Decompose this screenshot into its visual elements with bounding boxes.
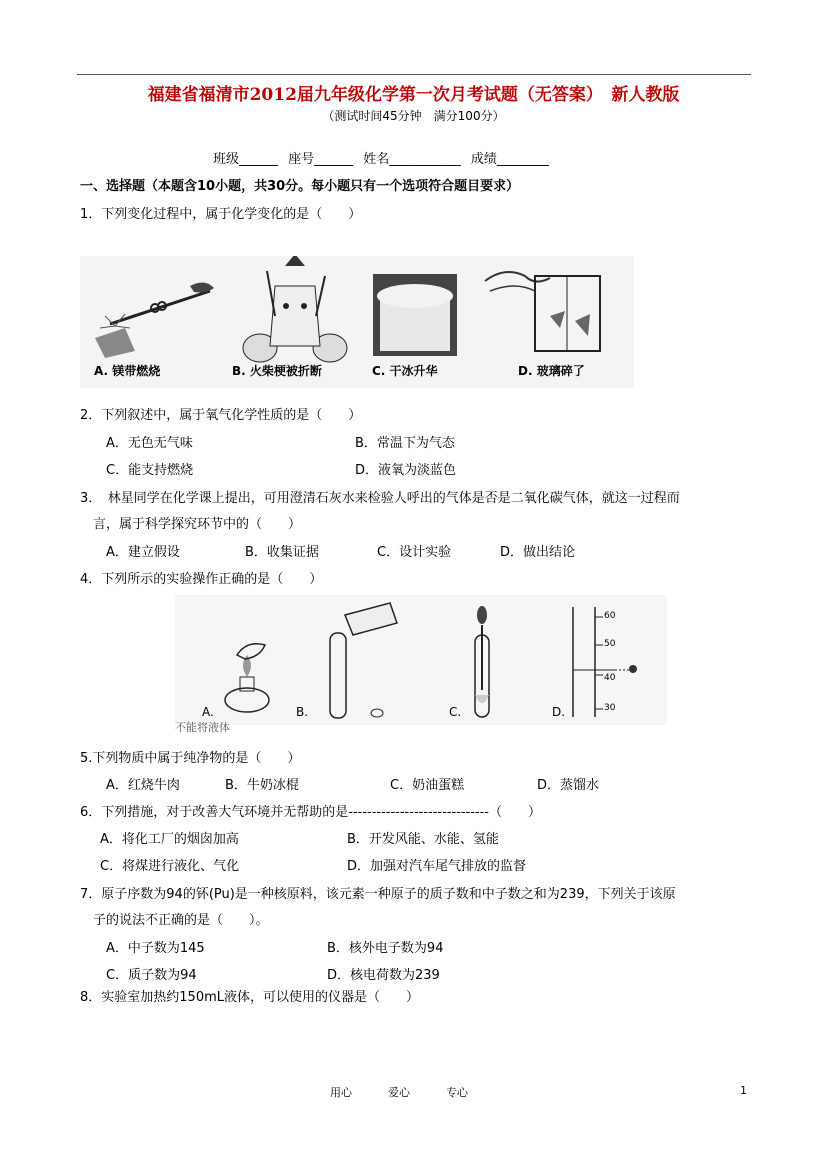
question-5-option-a[interactable]: A．红烧牛肉	[106, 778, 180, 793]
scale-30: 30	[604, 703, 616, 713]
q1-label-d: D. 玻璃碎了	[518, 364, 585, 378]
question-4-illustrations	[175, 595, 667, 725]
question-2-option-a[interactable]: A．无色无气味	[106, 436, 193, 451]
q4-label-a: A.	[202, 705, 214, 719]
page-title: 福建省福清市2012届九年级化学第一次月考试题（无答案） 新人教版	[147, 85, 680, 105]
section-heading: 一、选择题（本题含10小题，共30分。每小题只有一个选项符合题目要求）	[80, 179, 520, 194]
q1-label-a: A. 镁带燃烧	[94, 364, 161, 378]
q1-label-c: C. 干冰升华	[372, 364, 438, 378]
question-1-stem: 1．下列变化过程中，属于化学变化的是（ ）	[80, 207, 362, 222]
question-5-option-b[interactable]: B．牛奶冰棍	[225, 778, 299, 793]
footer-item-1: 用心	[330, 1086, 352, 1099]
student-info-line: 班级______ 座号______ 姓名___________ 成绩________	[213, 152, 549, 167]
question-6-stem: 6．下列措施，对于改善大气环境并无帮助的是------------------------------（ ）	[80, 805, 541, 820]
question-3-option-a[interactable]: A．建立假设	[106, 545, 180, 560]
dry-ice-illustration	[373, 274, 457, 356]
question-3-option-b[interactable]: B．收集证据	[245, 545, 319, 560]
q4-label-d: D.	[552, 705, 566, 719]
question-3-option-d[interactable]: D．做出结论	[500, 545, 576, 560]
question-3-option-c[interactable]: C．设计实验	[377, 545, 452, 560]
graduated-cylinder-illustration	[573, 607, 637, 717]
q1-label-b: B. 火柴梗被折断	[232, 364, 322, 378]
question-4-figure	[175, 595, 667, 734]
footer-item-2: 爱心	[388, 1086, 410, 1099]
question-2-option-b[interactable]: B．常温下为气态	[355, 436, 455, 451]
broken-glass-illustration	[485, 272, 600, 351]
question-6-option-a[interactable]: A．将化工厂的烟囱加高	[100, 832, 239, 847]
question-1-figure	[80, 256, 634, 388]
pouring-liquid-illustration	[330, 603, 397, 718]
question-7-option-b[interactable]: B．核外电子数为94	[327, 941, 444, 956]
question-7-option-c[interactable]: C．质子数为94	[106, 968, 197, 983]
question-7-stem-cont: 子的说法不正确的是（ ）。	[93, 913, 269, 928]
question-3-stem-cont: 言，属于科学探究环节中的（ ）	[93, 517, 302, 532]
question-4-stem: 4．下列所示的实验操作正确的是（ ）	[80, 572, 323, 587]
dropper-illustration	[475, 606, 489, 717]
question-8-stem: 8．实验室加热约150mL液体，可以使用的仪器是（ ）	[80, 990, 419, 1005]
question-7-stem: 7．原子序数为94的钚(Pu)是一种核原料，该元素一种原子的质子数和中子数之和为239，下列关于该原	[80, 887, 676, 902]
question-2-option-d[interactable]: D．液氧为淡蓝色	[355, 463, 457, 478]
question-5-option-c[interactable]: C．奶油蛋糕	[390, 778, 465, 793]
scale-60: 60	[604, 611, 616, 621]
question-7-option-a[interactable]: A．中子数为145	[106, 941, 205, 956]
question-2-stem: 2．下列叙述中，属于氧气化学性质的是（ ）	[80, 408, 362, 423]
question-6-option-b[interactable]: B．开发风能、水能、氢能	[347, 832, 499, 847]
header-rule	[77, 74, 751, 75]
scale-50: 50	[604, 639, 616, 649]
question-3-stem: 3． 林星同学在化学课上提出，可用澄清石灰水来检验人呼出的气体是否是二氧化碳气体，就这一过程而	[80, 491, 680, 506]
scale-40: 40	[604, 673, 616, 683]
alcohol-lamp-illustration	[225, 644, 269, 712]
page-subtitle: （测试时间45分钟 满分100分）	[322, 109, 505, 123]
matchstick-illustration	[243, 256, 347, 362]
question-2-option-c[interactable]: C．能支持燃烧	[106, 463, 194, 478]
question-5-stem: 5.下列物质中属于纯净物的是（ ）	[80, 751, 301, 766]
question-6-option-c[interactable]: C．将煤进行液化、气化	[100, 859, 240, 874]
footer-item-3: 专心	[446, 1086, 468, 1099]
q4-cutoff-text: 不能将液体	[175, 721, 230, 734]
q4-label-c: C.	[449, 705, 462, 719]
question-5-option-d[interactable]: D．蒸馏水	[537, 778, 600, 793]
page-number: 1	[740, 1084, 747, 1097]
question-7-option-d[interactable]: D．核电荷数为239	[327, 968, 440, 983]
magnesium-burning-illustration	[95, 282, 214, 358]
q4-label-b: B.	[296, 705, 309, 719]
question-6-option-d[interactable]: D．加强对汽车尾气排放的监督	[347, 859, 527, 874]
